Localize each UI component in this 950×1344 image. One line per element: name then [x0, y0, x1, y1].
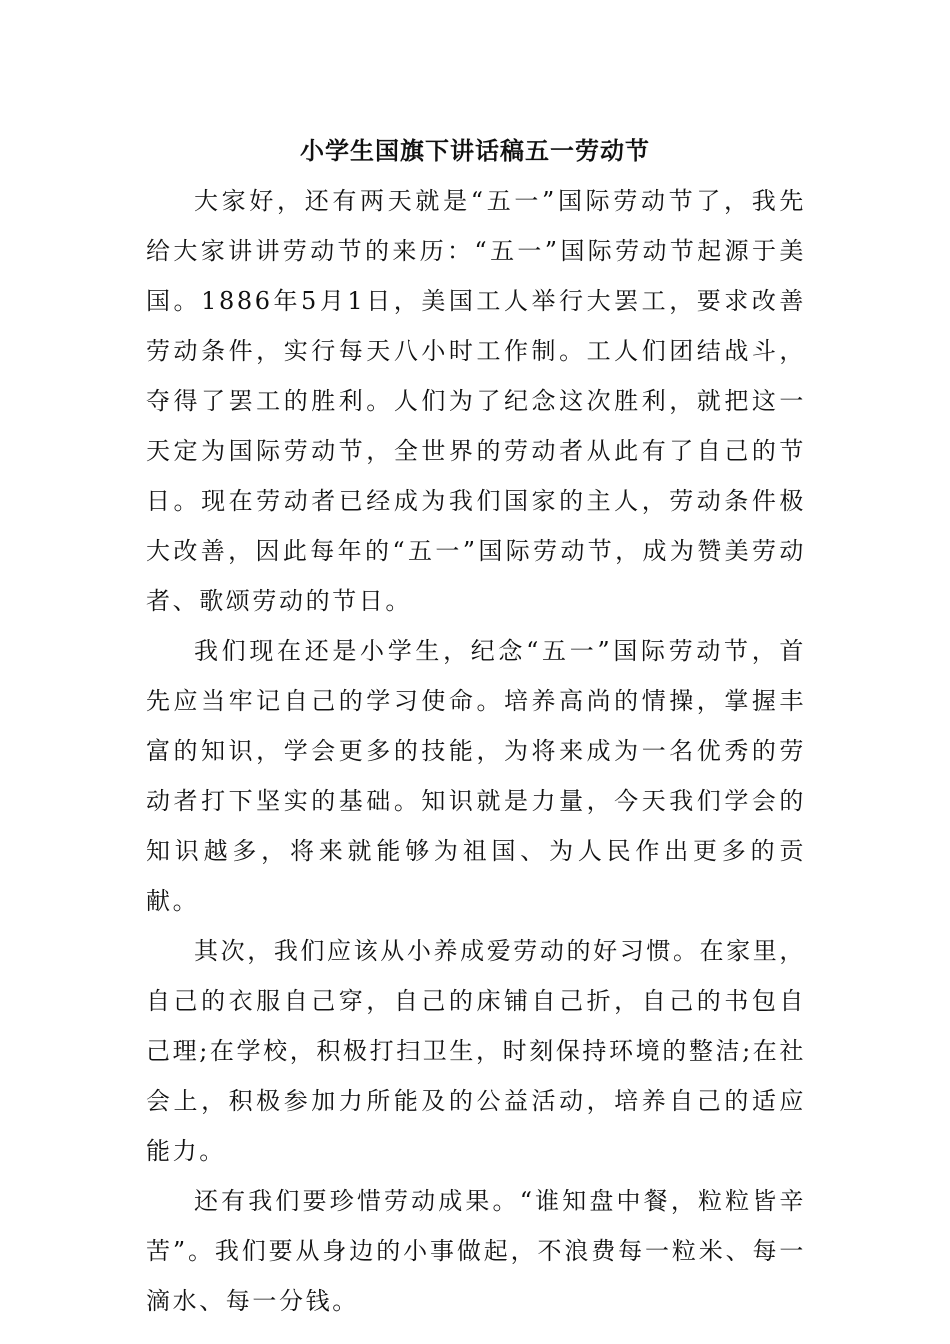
paragraph-labor-habits: 其次，我们应该从小养成爱劳动的好习惯。在家里，自己的衣服自己穿，自己的床铺自己折，自己的书包自己理;在学校，积极打扫卫生，时刻保持环境的整洁;在社会上，积极参加力所能及的公益活动，培养自己的适应能力。: [146, 937, 806, 1165]
paragraph-study-mission: 我们现在还是小学生，纪念“五一”国际劳动节，首先应当牢记自己的学习使命。培养高尚的情操，掌握丰富的知识，学会更多的技能，为将来成为一名优秀的劳动者打下坚实的基础。知识就是力量，今天我们学会的知识越多，将来就能够为祖国、为人民作出更多的贡献。: [146, 637, 806, 915]
document-title: 小学生国旗下讲话稿五一劳动节: [300, 137, 650, 165]
paragraph-cherish-labor: 还有我们要珍惜劳动成果。“谁知盘中餐，粒粒皆辛苦”。我们要从身边的小事做起，不浪费每一粒米、每一滴水、每一分钱。: [146, 1187, 806, 1315]
document-body: [146, 176, 806, 1326]
paragraph-origin-of-labor-day: 大家好，还有两天就是“五一”国际劳动节了，我先给大家讲讲劳动节的来历：“五一”国际劳动节起源于美国。1886年5月1日，美国工人举行大罢工，要求改善劳动条件，实行每天八小时工作制。工人们团结战斗，夺得了罢工的胜利。人们为了纪念这次胜利，就把这一天定为国际劳动节，全世界的劳动者从此有了自己的节日。现在劳动者已经成为我们国家的主人，劳动条件极大改善，因此每年的“五一”国际劳动节，成为赞美劳动者、歌颂劳动的节日。: [146, 187, 806, 615]
